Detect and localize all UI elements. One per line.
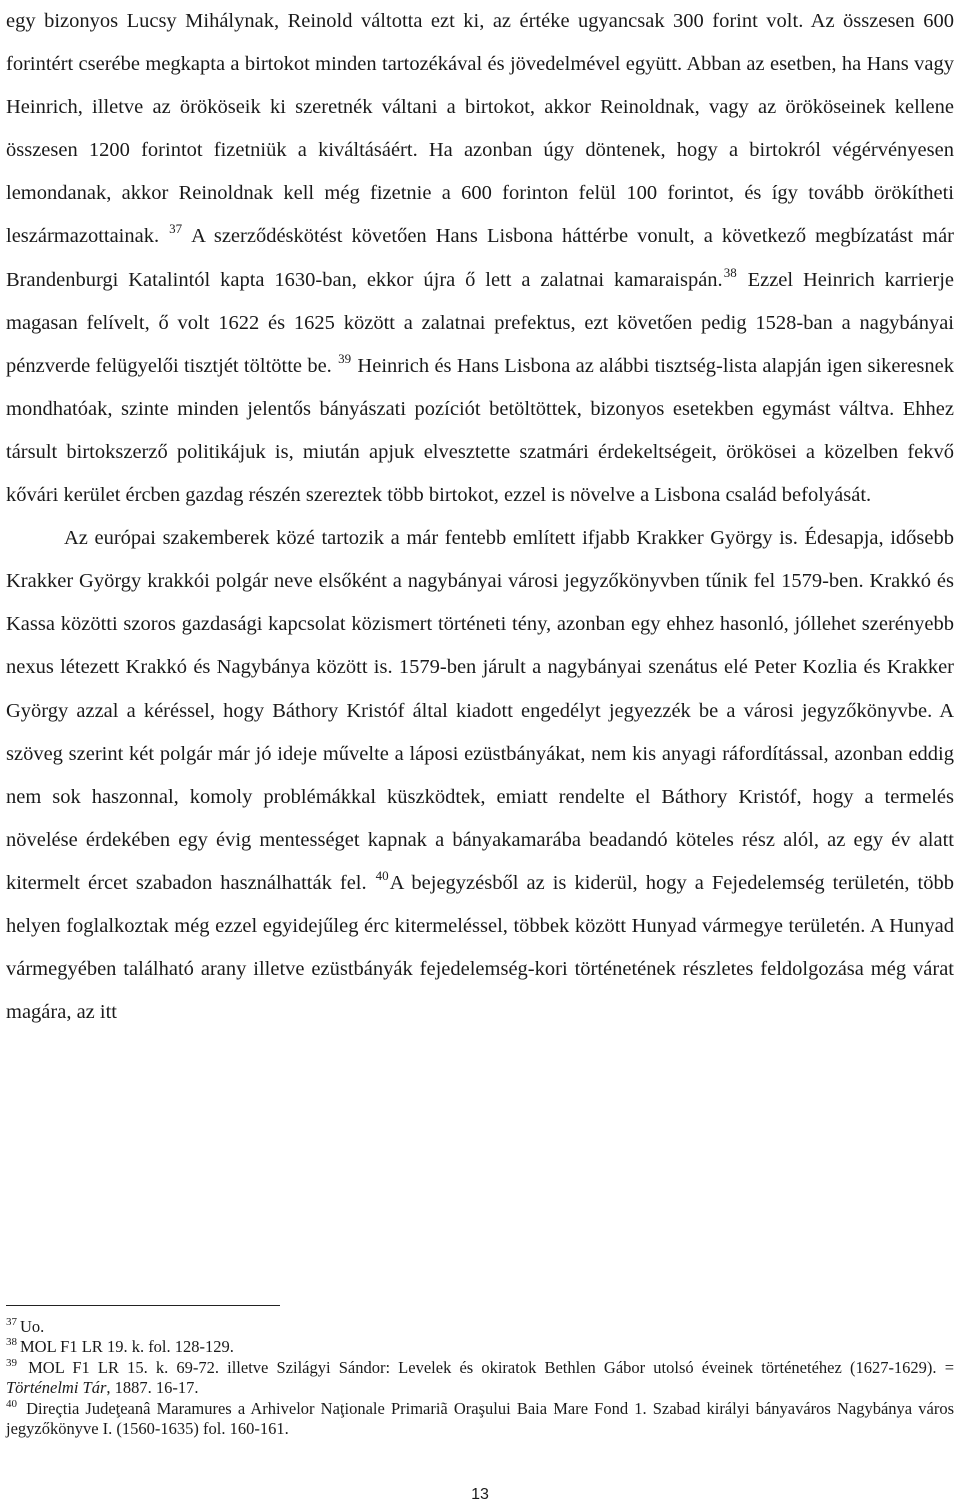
paragraph-text-run: A bejegyzésből az is kiderül, hogy a Fejedelemség területén, több helyen foglalkoztak még ezzel egyidejűleg érc kitermeléssel, többek között Hunyad vármegye területén. A Hunyad vármegyében található arany illetve ezüstbányák fejedelemség-kori történetének részletes feldolgozása még várat magára, az itt: [6, 871, 954, 1024]
footnote-text: Direçtia Judeţeanâ Maramures a Arhivelor Naţionale Primariã Oraşului Baia Mare Fond 1. Szabad királyi bányaváros Nagybánya város jegyzőkönyve I. (1560-1635) fol. 160-161.: [6, 1398, 954, 1439]
footnote-38: [6, 1337, 954, 1357]
footnote-39: [6, 1358, 954, 1399]
paragraph-text-run: Heinrich és Hans Lisbona az alábbi tisztség-lista alapján igen sikeresnek mondhatóak, szinte minden jelentős bányászati pozíciót betöltöttek, bizonyos esetekben egymást váltva. Ehhez társult birtokszerző politikájuk is, miután apjuk elvesztette szatmári érdekeltségeit, örökösei a közelben fekvő kővári kerület ércben gazdag részén szereztek több birtokot, ezzel is növelve a Lisbona család befolyását.: [6, 354, 954, 507]
footnote-reference: 38: [723, 264, 737, 280]
paragraph-text-run: Ezzel Heinrich karrierje magasan felívelt, ő volt 1622 és 1625 között a zalatnai prefektus, ezt követően pedig 1528-ban a nagybányai pénzverde felügyelői tisztjét töltötte be.: [6, 268, 955, 377]
paragraph-text-run: Az európai szakemberek közé tartozik a már fentebb említett ifjabb Krakker György is. Édesapja, idősebb Krakker György krakkói polgár neve elsőként a nagybányai városi jegyzőkönyvben tűnik fel 1579-ben. Krakkó és Kassa közötti szoros gazdasági kapcsolat közismert történeti tény, azonban egy ehhez hasonló, jóllehet szerényebb nexus létezett Krakkó és Nagybánya között is. 1579-ben járult a nagybányai szenátus elé Peter Kozlia és Krakker György azzal a kéréssel, hogy Báthory Kristóf által kiadott engedélyt jegyezzék be a városi jegyzőkönyvbe. A szöveg szerint két polgár már jó ideje művelte a láposi ezüstbányákat, nem kis anyagi ráfordítással, azonban eddig nem sok haszonnal, komoly problémákkal küszködtek, emiatt rendelte el Báthory Kristóf, hogy a termelés növelése érdekében egy évig mentességet kapnak a bányakamarába beadandó köteles rész alól, az egy év alatt kitermelt ércet szabadon használhatták fel.: [6, 527, 954, 894]
page-number: 13: [471, 1486, 489, 1503]
body-text: [6, 0, 954, 1034]
footnote-number: 38: [6, 1336, 17, 1349]
footnote-italic-title: Történelmi Tár: [6, 1378, 107, 1398]
footnote-40: [6, 1399, 954, 1440]
footnote-number: 39: [6, 1356, 17, 1369]
footnote-text: Uo.: [20, 1317, 45, 1336]
footnote-reference: 40: [375, 867, 389, 883]
footnotes: [6, 1317, 954, 1439]
footnote-37: [6, 1317, 954, 1337]
footnote-reference: 37: [169, 221, 183, 237]
paragraph-text-run: A szerződéskötést követően Hans Lisbona háttérbe vonult, a következő megbízatást már Brandenburgi Katalintól kapta 1630-ban, ekkor újra ő lett a zalatnai kamaraispán.: [6, 225, 954, 291]
footnote-separator: [6, 1305, 280, 1306]
footnote-text: MOL F1 LR 19. k. fol. 128-129.: [20, 1337, 234, 1357]
paragraph-text-run: egy bizonyos Lucsy Mihálynak, Reinold váltotta ezt ki, az értéke ugyancsak 300 forint volt. Az összesen 600 forintért cserébe megkapta a birtokot minden tartozékával és jövedelmével együtt. Abban az esetben, ha Hans vagy Heinrich, illetve az örököseik ki szeretnék váltani a birtokot, akkor Reinoldnak, vagy az örököseinek kellene összesen 1200 forintot fizetniük a kiváltásáért. Ha azonban úgy döntenek, hogy a birtokról végérvényesen lemondanak, akkor Reinoldnak kell még fizetnie a 600 forinton felül 100 forintot, és így tovább örökítheti leszármazottainak.: [6, 10, 954, 248]
footnote-text: MOL F1 LR 15. k. 69-72. illetve Szilágyi Sándor: Levelek és okiratok Bethlen Gábor utolsó éveinek történetéhez (1627-1629). =: [20, 1357, 954, 1377]
footnote-reference: 39: [338, 350, 352, 366]
footnote-number: 40: [6, 1397, 17, 1410]
paragraph-2: [6, 517, 954, 1034]
footnote-tail: , 1887. 16-17.: [106, 1378, 199, 1398]
footnote-number: 37: [6, 1316, 17, 1328]
paragraph-1: [6, 0, 954, 517]
